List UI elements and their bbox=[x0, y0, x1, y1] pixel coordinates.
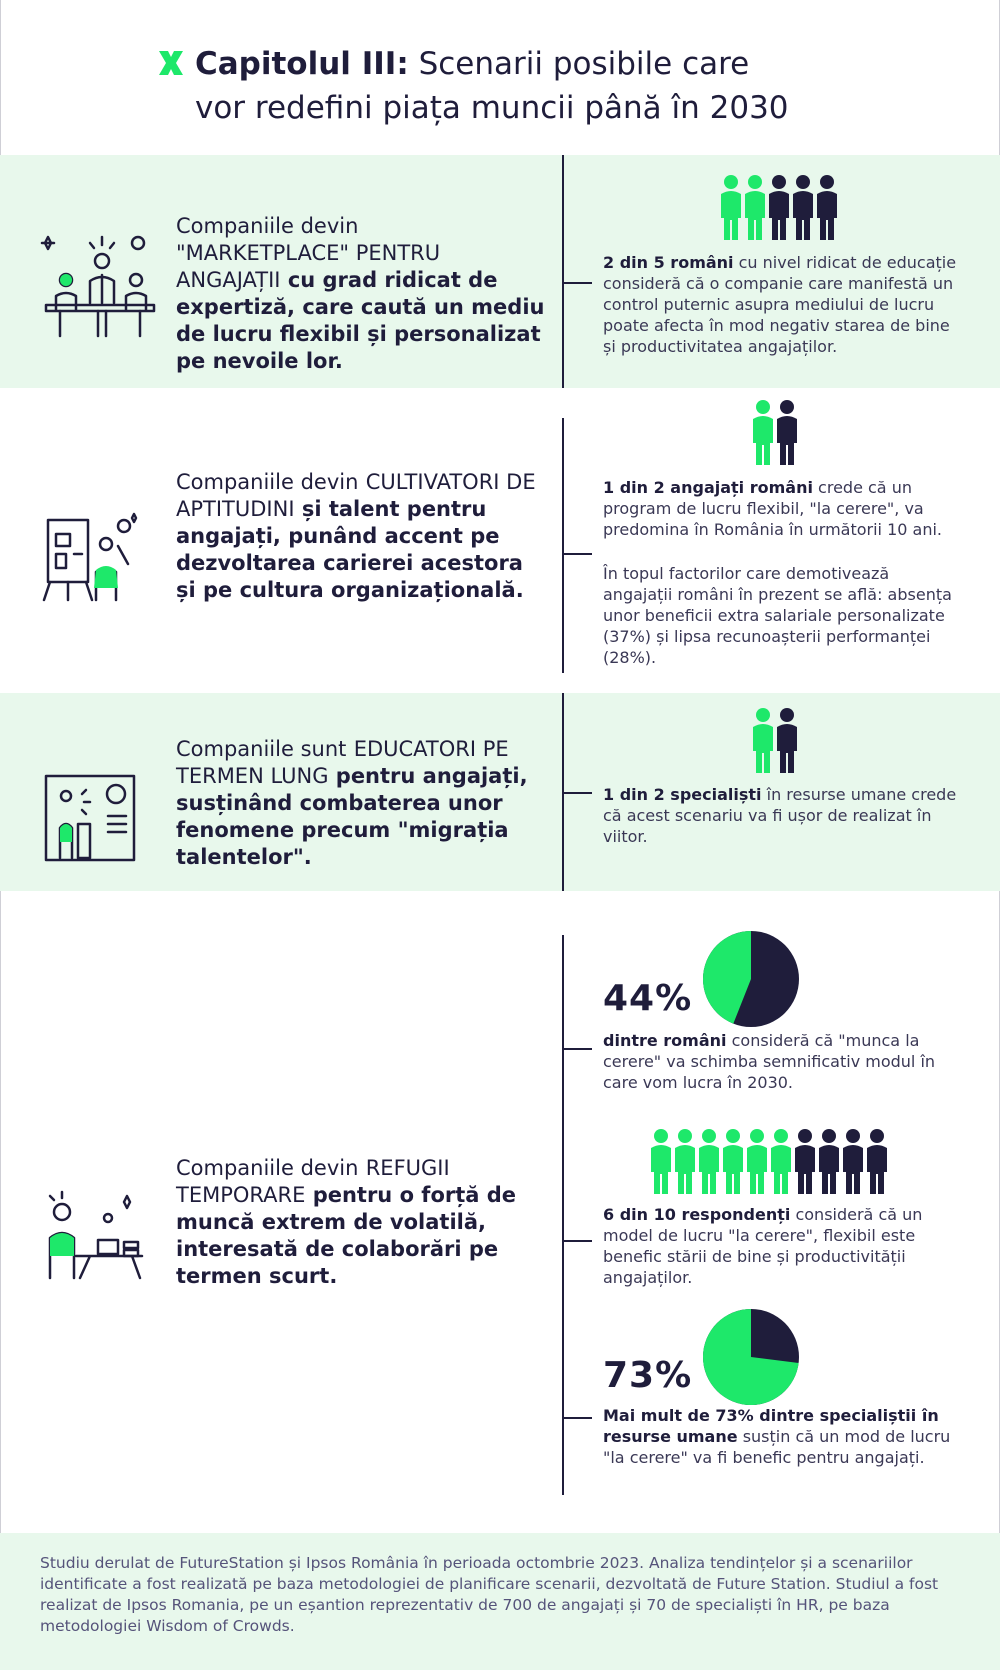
section-2-post: și talent pentru angajați, punând accent pe dezvoltarea carierei acestora și pe cultura organizațională. bbox=[176, 497, 524, 602]
divider-tick-1 bbox=[562, 282, 592, 284]
people-icons-6-of-10 bbox=[650, 1128, 892, 1196]
section-4-pre: Companiile devin bbox=[176, 1156, 359, 1180]
person-icon-navy bbox=[843, 1129, 863, 1194]
pie-chart-73 bbox=[702, 1308, 800, 1406]
section-3-caps: EDUCATORI PE TERMEN LUNG bbox=[176, 737, 509, 788]
section-4-stat-b-text: consideră că un model de lucru "la cerere", flexibil este benefic stării de bine și productivității angajaților. bbox=[603, 1205, 923, 1287]
section-3-stat-bold: 1 din 2 specialiști bbox=[603, 785, 762, 804]
section-4-post: pentru o forță de muncă extrem de volatilă, interesată de colaborări pe termen scurt. bbox=[176, 1183, 517, 1288]
section-2-stat-bold: 1 din 2 angajați români bbox=[603, 478, 813, 497]
section-4-stat-a bbox=[603, 1030, 963, 1093]
person-icon-green bbox=[723, 1129, 743, 1194]
people-icons-1-of-2-a bbox=[752, 399, 808, 467]
section-1-stat-text: cu nivel ridicat de educație consideră că o companie care manifestă un control puternic asupra mediului de lucru poate afecta în mod negativ starea de bine și productivitatea angajaților. bbox=[603, 253, 957, 356]
desk-worker-icon bbox=[40, 1190, 150, 1282]
person-icon-green bbox=[747, 1129, 767, 1194]
section-2-stat-2: În topul factorilor care demotivează angajații români în prezent se află: absența unor beneficii extra salariale personalizate (37%) și lipsa recunoașterii performanței (28%). bbox=[603, 564, 952, 667]
section-4-stat-a-text: consideră că "munca la cerere" va schimba semnificativ modul în care vom lucra în 2030. bbox=[603, 1031, 936, 1092]
person-icon-green bbox=[675, 1129, 695, 1194]
x-logo-icon bbox=[156, 48, 186, 78]
section-2-description bbox=[176, 469, 546, 604]
section-2-pre: Companiile devin bbox=[176, 470, 359, 494]
title-bold: Capitolul III: bbox=[195, 46, 409, 82]
section-3-stat-text: în resurse umane crede că acest scenariu va fi ușor de realizat în viitor. bbox=[603, 785, 957, 846]
people-icons-2-of-5 bbox=[720, 174, 850, 242]
person-icon-navy bbox=[867, 1129, 887, 1194]
person-icon-navy bbox=[817, 175, 837, 240]
person-icon-green bbox=[699, 1129, 719, 1194]
person-icon-green bbox=[721, 175, 741, 240]
section-1-post: cu grad ridicat de expertiză, care caută un mediu de lucru flexibil și personalizat pe nevoile lor. bbox=[176, 268, 545, 373]
section-1-stat bbox=[603, 252, 963, 357]
divider-line-4 bbox=[562, 935, 564, 1495]
section-4-stat-b bbox=[603, 1204, 963, 1288]
divider-tick-4c bbox=[562, 1417, 592, 1419]
section-3-pre: Companiile sunt bbox=[176, 737, 347, 761]
people-icons-1-of-2-b bbox=[752, 707, 808, 775]
section-2-caps: CULTIVATORI DE APTITUDINI bbox=[176, 470, 536, 521]
section-2-stat bbox=[603, 477, 963, 540]
divider-line-1 bbox=[562, 155, 564, 388]
divider-tick-3 bbox=[562, 792, 592, 794]
section-1-description bbox=[176, 213, 546, 375]
person-icon-navy bbox=[777, 400, 797, 465]
section-4-stat-b-bold: 6 din 10 respondenți bbox=[603, 1205, 791, 1224]
person-icon-green bbox=[753, 708, 773, 773]
person-icon-navy bbox=[793, 175, 813, 240]
divider-tick-4a bbox=[562, 1048, 592, 1050]
person-icon-navy bbox=[819, 1129, 839, 1194]
footer-note bbox=[0, 1533, 1000, 1670]
divider-tick-4b bbox=[562, 1240, 592, 1242]
section-4-stat-c bbox=[603, 1405, 963, 1468]
section-1-caps: "MARKETPLACE" PENTRU ANGAJAȚII bbox=[176, 241, 441, 292]
person-icon-navy bbox=[777, 708, 797, 773]
section-3-post: pentru angajați, susținând combaterea unor fenomene precum "migrația talentelor". bbox=[176, 764, 528, 869]
stat-73-percent: 73% bbox=[603, 1355, 693, 1396]
person-icon-green bbox=[651, 1129, 671, 1194]
section-4-caps: REFUGII TEMPORARE bbox=[176, 1156, 450, 1207]
section-2-stat-text: crede că un program de lucru flexibil, "la cerere", va predomina în România în următorii 10 ani. bbox=[603, 478, 942, 539]
section-3-stat bbox=[603, 784, 963, 847]
stat-44-percent: 44% bbox=[603, 978, 693, 1019]
section-4-description bbox=[176, 1155, 546, 1290]
section-3-description bbox=[176, 736, 546, 871]
page-title-line-2: vor redefini piața muncii până în 2030 bbox=[195, 90, 789, 126]
lecture-screen-icon bbox=[40, 772, 140, 864]
person-icon-navy bbox=[795, 1129, 815, 1194]
person-icon-navy bbox=[769, 175, 789, 240]
section-4-stat-c-bold: Mai mult de 73% dintre specialiștii în resurse umane bbox=[603, 1406, 939, 1446]
footer-text: Studiu derulat de FutureStation și Ipsos România în perioada octombrie 2023. Analiza tendințelor și a scenariilor identificate a fost realizată pe baza metodologiei de planificare scenarii, dezvoltată de Future Station. Studiul a fost realizat de Ipsos Romania, pe un eșantion reprezentativ de 700 de angajați și 70 de specialiști în HR, pe baza metodologiei Wisdom of Crowds. bbox=[40, 1554, 939, 1635]
presentation-board-icon bbox=[40, 512, 140, 602]
title-rest: Scenarii posibile care bbox=[418, 46, 750, 82]
page-header bbox=[160, 42, 920, 130]
person-icon-green bbox=[771, 1129, 791, 1194]
person-icon-green bbox=[753, 400, 773, 465]
person-icon-green bbox=[745, 175, 765, 240]
section-1-stat-bold: 2 din 5 români bbox=[603, 253, 734, 272]
divider-line-2 bbox=[562, 418, 564, 673]
section-4-stat-c-text: susțin că un mod de lucru "la cerere" va fi benefic pentru angajați. bbox=[603, 1427, 951, 1467]
section-4-stat-a-bold: dintre români bbox=[603, 1031, 727, 1050]
section-1-pre: Companiile devin bbox=[176, 214, 359, 238]
pie-chart-44 bbox=[702, 930, 800, 1028]
divider-tick-2 bbox=[562, 553, 592, 555]
page-title-line-1 bbox=[160, 42, 920, 86]
meeting-table-icon bbox=[40, 225, 160, 340]
